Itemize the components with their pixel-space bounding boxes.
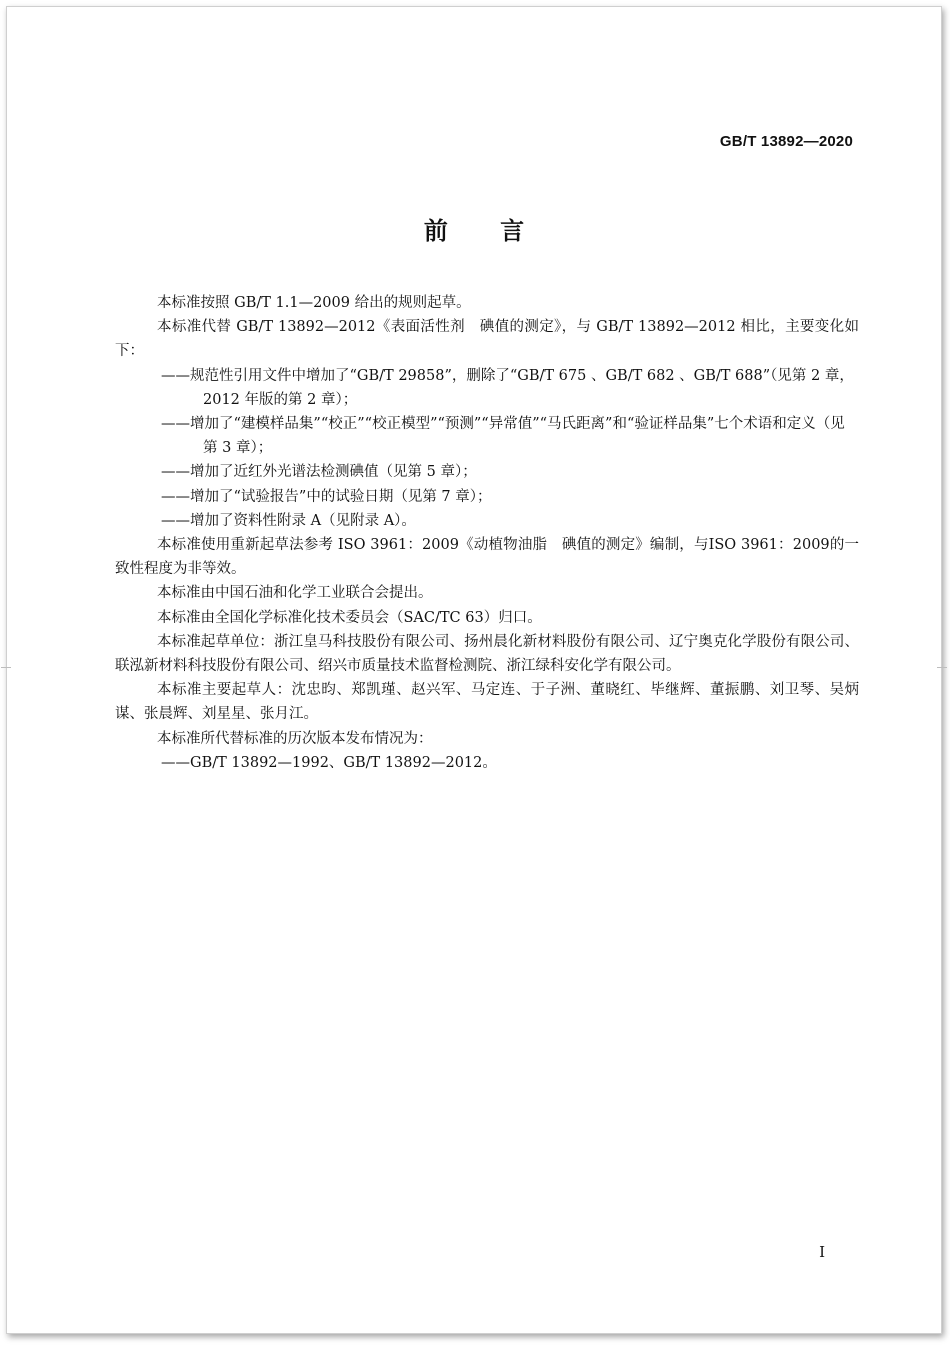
standard-number: GB/T 13892—2020 [719, 133, 853, 150]
paragraph-replacement: 本标准代替 GB/T 13892—2012《表面活性剂 碘值的测定》，与 GB/T 13892—2012 相比，主要变化如下： [115, 319, 859, 360]
page-number: I [819, 1243, 825, 1261]
list-item-change: ——规范性引用文件中增加了“GB/T 29858”，删除了“GB/T 675 、GB/T 682 、GB/T 688”（见第 2 章，2012 年版的第 2 章）； [161, 367, 854, 408]
paragraph-drafting-rules: 本标准按照 GB/T 1.1—2009 给出的规则起草。 [157, 295, 471, 311]
paragraph-committee: 本标准由全国化学标准化技术委员会（SAC/TC 63）归口。 [157, 609, 542, 626]
crop-mark-right [937, 667, 947, 668]
list-item-history: ——GB/T 13892—1992、GB/T 13892—2012。 [161, 754, 497, 771]
foreword-body [115, 291, 859, 775]
paragraph-iso-reference: 本标准使用重新起草法参考 ISO 3961：2009《动植物油脂 碘值的测定》编制，与ISO 3961：2009的一致性程度为非等效。 [115, 537, 859, 578]
list-item-change: ——增加了“建模样品集”“校正”“校正模型”“预测”“异常值”“马氏距离”和“验证样品集”七个术语和定义（见第 3 章）； [161, 416, 845, 457]
paragraph-drafters: 本标准主要起草人：沈忠昀、郑凯瑾、赵兴军、马定连、于子洲、董晓红、毕继辉、董振鹏、刘卫琴、吴炳谋、张晨辉、刘星星、张月江。 [115, 682, 859, 723]
paragraph-proposer: 本标准由中国石油和化学工业联合会提出。 [157, 585, 433, 602]
list-item-change: ——增加了“试验报告”中的试验日期（见第 7 章）； [161, 488, 492, 505]
page-title: 前 言 [423, 217, 525, 245]
crop-mark-left [1, 667, 11, 668]
list-item-change: ——增加了近红外光谱法检测碘值（见第 5 章）； [161, 464, 477, 481]
paragraph-drafting-units: 本标准起草单位：浙江皇马科技股份有限公司、扬州晨化新材料股份有限公司、辽宁奥克化学股份有限公司、联泓新材料科技股份有限公司、绍兴市质量技术监督检测院、浙江绿科安化学有限公司。 [115, 633, 859, 675]
list-item-change: ——增加了资料性附录 A（见附录 A）。 [161, 512, 416, 529]
paragraph-history-intro: 本标准所代替标准的历次版本发布情况为： [157, 730, 433, 747]
document-page [6, 6, 942, 1334]
